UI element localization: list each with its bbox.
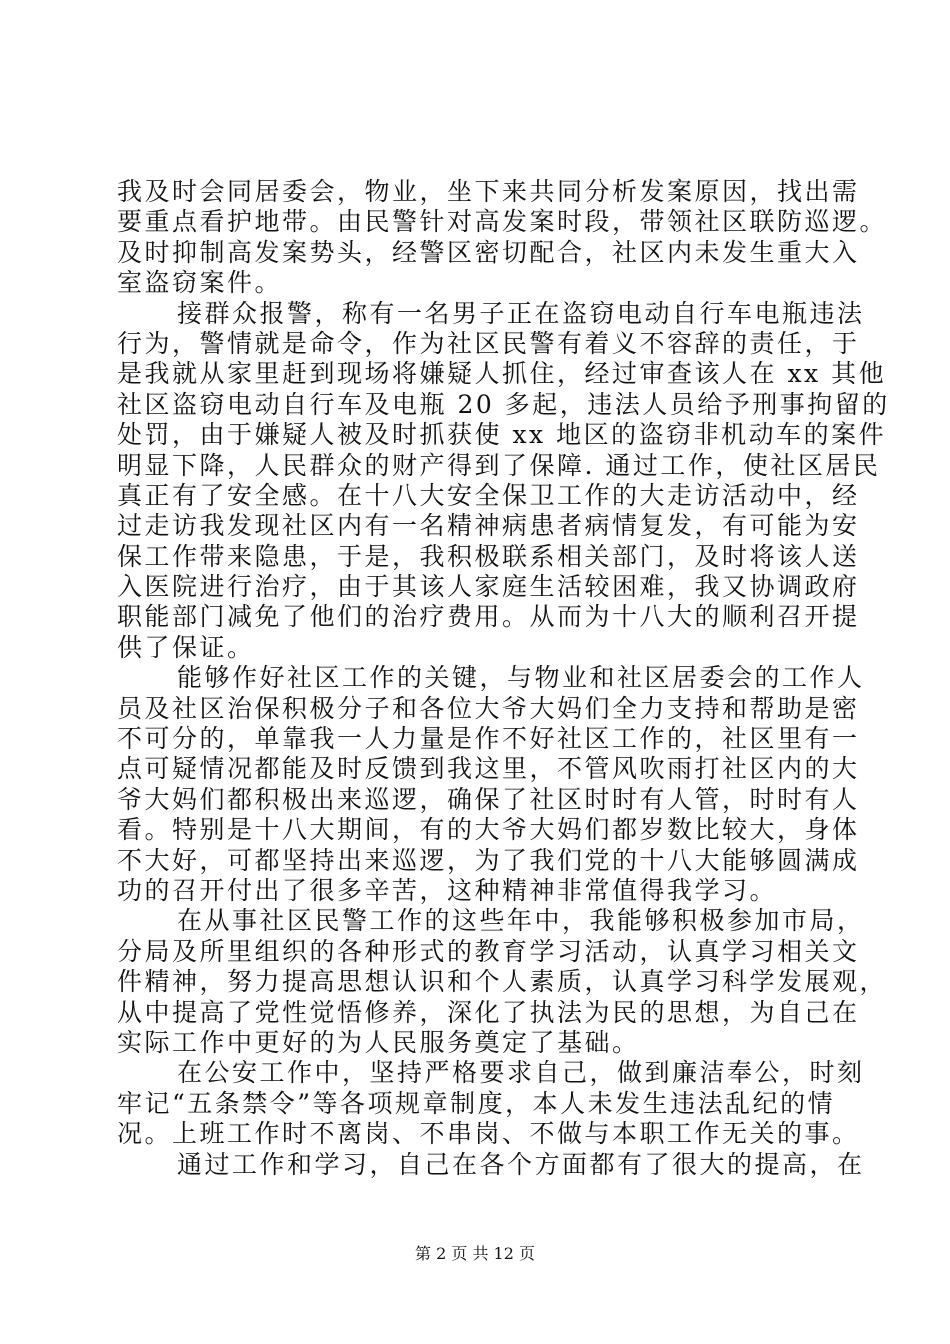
text-line: 接群众报警，称有一名男子正在盗窃电动自行车电瓶违法 bbox=[177, 298, 865, 328]
text-line: 爷大妈们都积极出来巡逻，确保了社区时时有人管，时时有人 bbox=[117, 784, 860, 814]
text-line: 是我就从家里赶到现场将嫌疑人抓住，经过审查该人在 xx 其他 bbox=[117, 359, 887, 389]
text-line: 不大好，可都坚持出来巡逻，为了我们党的十八大能够圆满成 bbox=[117, 845, 860, 875]
text-line: 点可疑情况都能及时反馈到我这里，不管风吹雨打社区内的大 bbox=[117, 754, 860, 784]
text-line: 明显下降，人民群众的财产得到了保障. 通过工作，使社区居民 bbox=[117, 450, 881, 480]
text-line: 入医院进行治疗，由于其该人家庭生活较困难，我又协调政府 bbox=[117, 572, 860, 602]
text-line: 实际工作中更好的为人民服务奠定了基础。 bbox=[117, 1027, 640, 1057]
text-line: 供了保证。 bbox=[117, 632, 255, 662]
text-line: 行为，警情就是命令，作为社区民警有着义不容辞的责任，于 bbox=[117, 328, 860, 358]
text-line: 社区盗窃电动自行车及电瓶 20 多起，违法人员给予刑事拘留的 bbox=[117, 389, 890, 419]
text-line: 能够作好社区工作的关键，与物业和社区居委会的工作人 bbox=[177, 663, 865, 693]
page-footer: 第 2 页 共 12 页 bbox=[415, 1244, 535, 1263]
text-line: 看。特别是十八大期间，有的大爷大妈们都岁数比较大，身体 bbox=[117, 815, 860, 845]
text-line: 处罚，由于嫌疑人被及时抓获使 xx 地区的盗窃非机动车的案件 bbox=[117, 420, 887, 450]
text-line: 分局及所里组织的各种形式的教育学习活动，认真学习相关文 bbox=[117, 936, 860, 966]
text-line: 从中提高了党性觉悟修养，深化了执法为民的思想，为自己在 bbox=[117, 997, 860, 1027]
text-line: 况。上班工作时不离岗、不串岗、不做与本职工作无关的事。 bbox=[117, 1119, 860, 1149]
text-line: 室盗窃案件。 bbox=[117, 268, 283, 298]
text-line: 牢记“五条禁令”等各项规章制度，本人未发生违法乱纪的情 bbox=[117, 1088, 836, 1118]
text-line: 通过工作和学习，自己在各个方面都有了很大的提高，在 bbox=[177, 1149, 865, 1179]
text-line: 件精神，努力提高思想认识和个人素质，认真学习科学发展观， bbox=[117, 967, 888, 997]
document-body bbox=[117, 177, 890, 1180]
text-line: 及时抑制高发案势头，经警区密切配合，社区内未发生重大入 bbox=[117, 237, 860, 267]
text-line: 真正有了安全感。在十八大安全保卫工作的大走访活动中，经 bbox=[117, 480, 860, 510]
text-line: 要重点看护地带。由民警针对高发案时段，带领社区联防巡逻。 bbox=[117, 207, 888, 237]
text-line: 职能部门减免了他们的治疗费用。从而为十八大的顺利召开提 bbox=[117, 602, 860, 632]
text-line: 在公安工作中，坚持严格要求自己，做到廉洁奉公，时刻 bbox=[177, 1058, 865, 1088]
text-line: 员及社区治保积极分子和各位大爷大妈们全力支持和帮助是密 bbox=[117, 693, 860, 723]
text-line: 不可分的，单靠我一人力量是作不好社区工作的，社区里有一 bbox=[117, 724, 860, 754]
text-line: 保工作带来隐患，于是，我积极联系相关部门，及时将该人送 bbox=[117, 541, 860, 571]
text-line: 在从事社区民警工作的这些年中，我能够积极参加市局， bbox=[177, 906, 865, 936]
text-line: 我及时会同居委会，物业，坐下来共同分析发案原因，找出需 bbox=[117, 177, 860, 206]
text-line: 功的召开付出了很多辛苦，这种精神非常值得我学习。 bbox=[117, 875, 778, 905]
text-line: 过走访我发现社区内有一名精神病患者病情复发，有可能为安 bbox=[117, 511, 860, 541]
